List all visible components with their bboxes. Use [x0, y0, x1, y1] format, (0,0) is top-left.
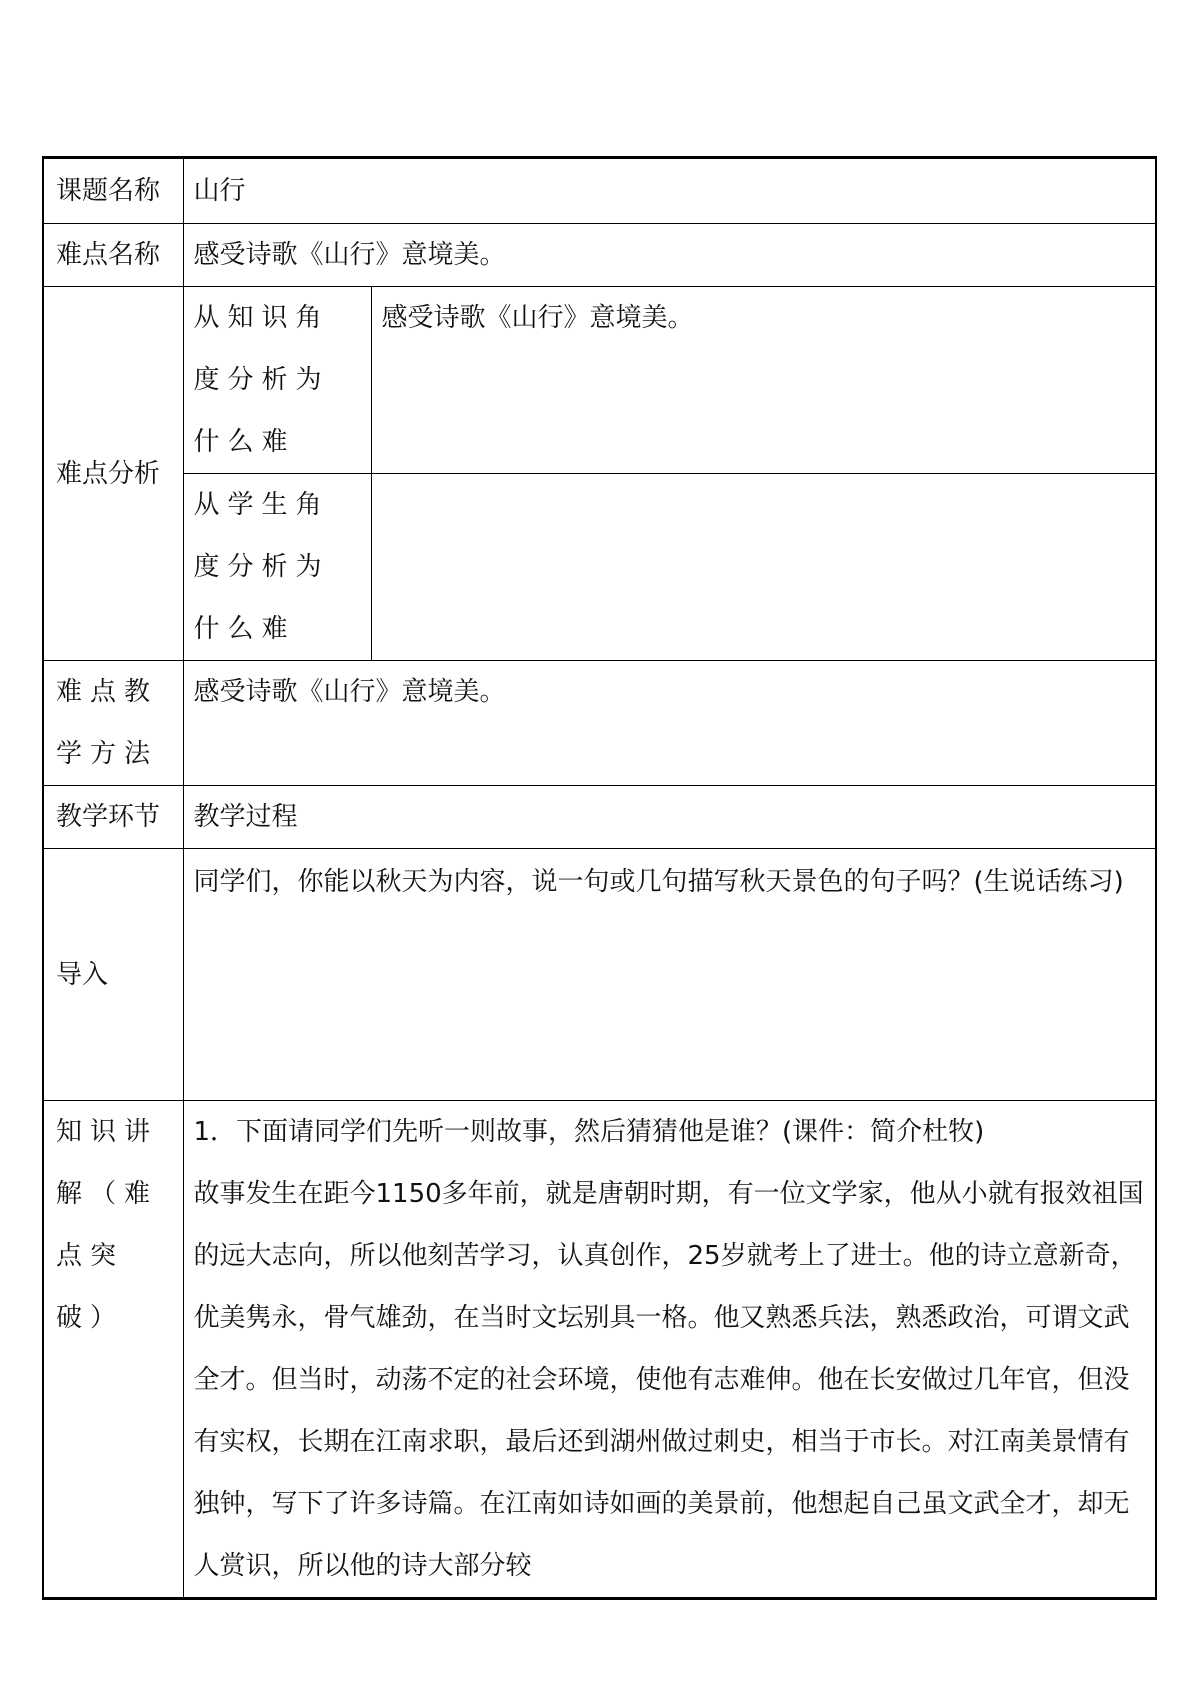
- topic-value: 山行: [183, 158, 1156, 224]
- analysis-label: 难点分析: [43, 287, 183, 661]
- intro-label: 导入: [43, 849, 183, 1101]
- topic-label: 课题名称: [43, 158, 183, 224]
- row-analysis-knowledge: [43, 287, 1156, 474]
- row-knowledge-explanation: [43, 1101, 1156, 1599]
- student-angle-value: [371, 474, 1156, 661]
- knowledge-explanation-label: 知识讲解（难点突破）: [43, 1101, 183, 1599]
- row-teaching-method: [43, 661, 1156, 786]
- student-angle-label: 从学生角度分析为什么难: [183, 474, 371, 661]
- row-difficulty-name: [43, 224, 1156, 287]
- knowledge-angle-label: 从知识角度分析为什么难: [183, 287, 371, 474]
- difficulty-name-label: 难点名称: [43, 224, 183, 287]
- row-intro: [43, 849, 1156, 1101]
- lesson-plan-table: [42, 156, 1157, 1600]
- teaching-process-header: 教学过程: [183, 786, 1156, 849]
- row-section-header: [43, 786, 1156, 849]
- difficulty-name-value: 感受诗歌《山行》意境美。: [183, 224, 1156, 287]
- teaching-step-header: 教学环节: [43, 786, 183, 849]
- teaching-method-value: 感受诗歌《山行》意境美。: [183, 661, 1156, 786]
- teaching-method-label: 难点教学方法: [43, 661, 183, 786]
- knowledge-explanation-content: 1．下面请同学们先听一则故事，然后猜猜他是谁？(课件：简介杜牧) 故事发生在距今1150多年前，就是唐朝时期，有一位文学家，他从小就有报效祖国的远大志向，所以他刻苦学习，认真创作，25岁就考上了进士。他的诗立意新奇，优美隽永，骨气雄劲，在当时文坛别具一格。他又熟悉兵法，熟悉政治，可谓文武全才。但当时，动荡不定的社会环境，使他有志难伸。他在长安做过几年官，但没有实权，长期在江南求职，最后还到湖州做过刺史，相当于市长。对江南美景情有独钟，写下了许多诗篇。在江南如诗如画的美景前，他想起自己虽文武全才，却无人赏识，所以他的诗大部分较: [183, 1101, 1156, 1599]
- knowledge-angle-value: 感受诗歌《山行》意境美。: [371, 287, 1156, 474]
- intro-content: 同学们，你能以秋天为内容，说一句或几句描写秋天景色的句子吗？(生说话练习): [183, 849, 1156, 1101]
- row-topic: [43, 158, 1156, 224]
- row-analysis-student: [43, 474, 1156, 661]
